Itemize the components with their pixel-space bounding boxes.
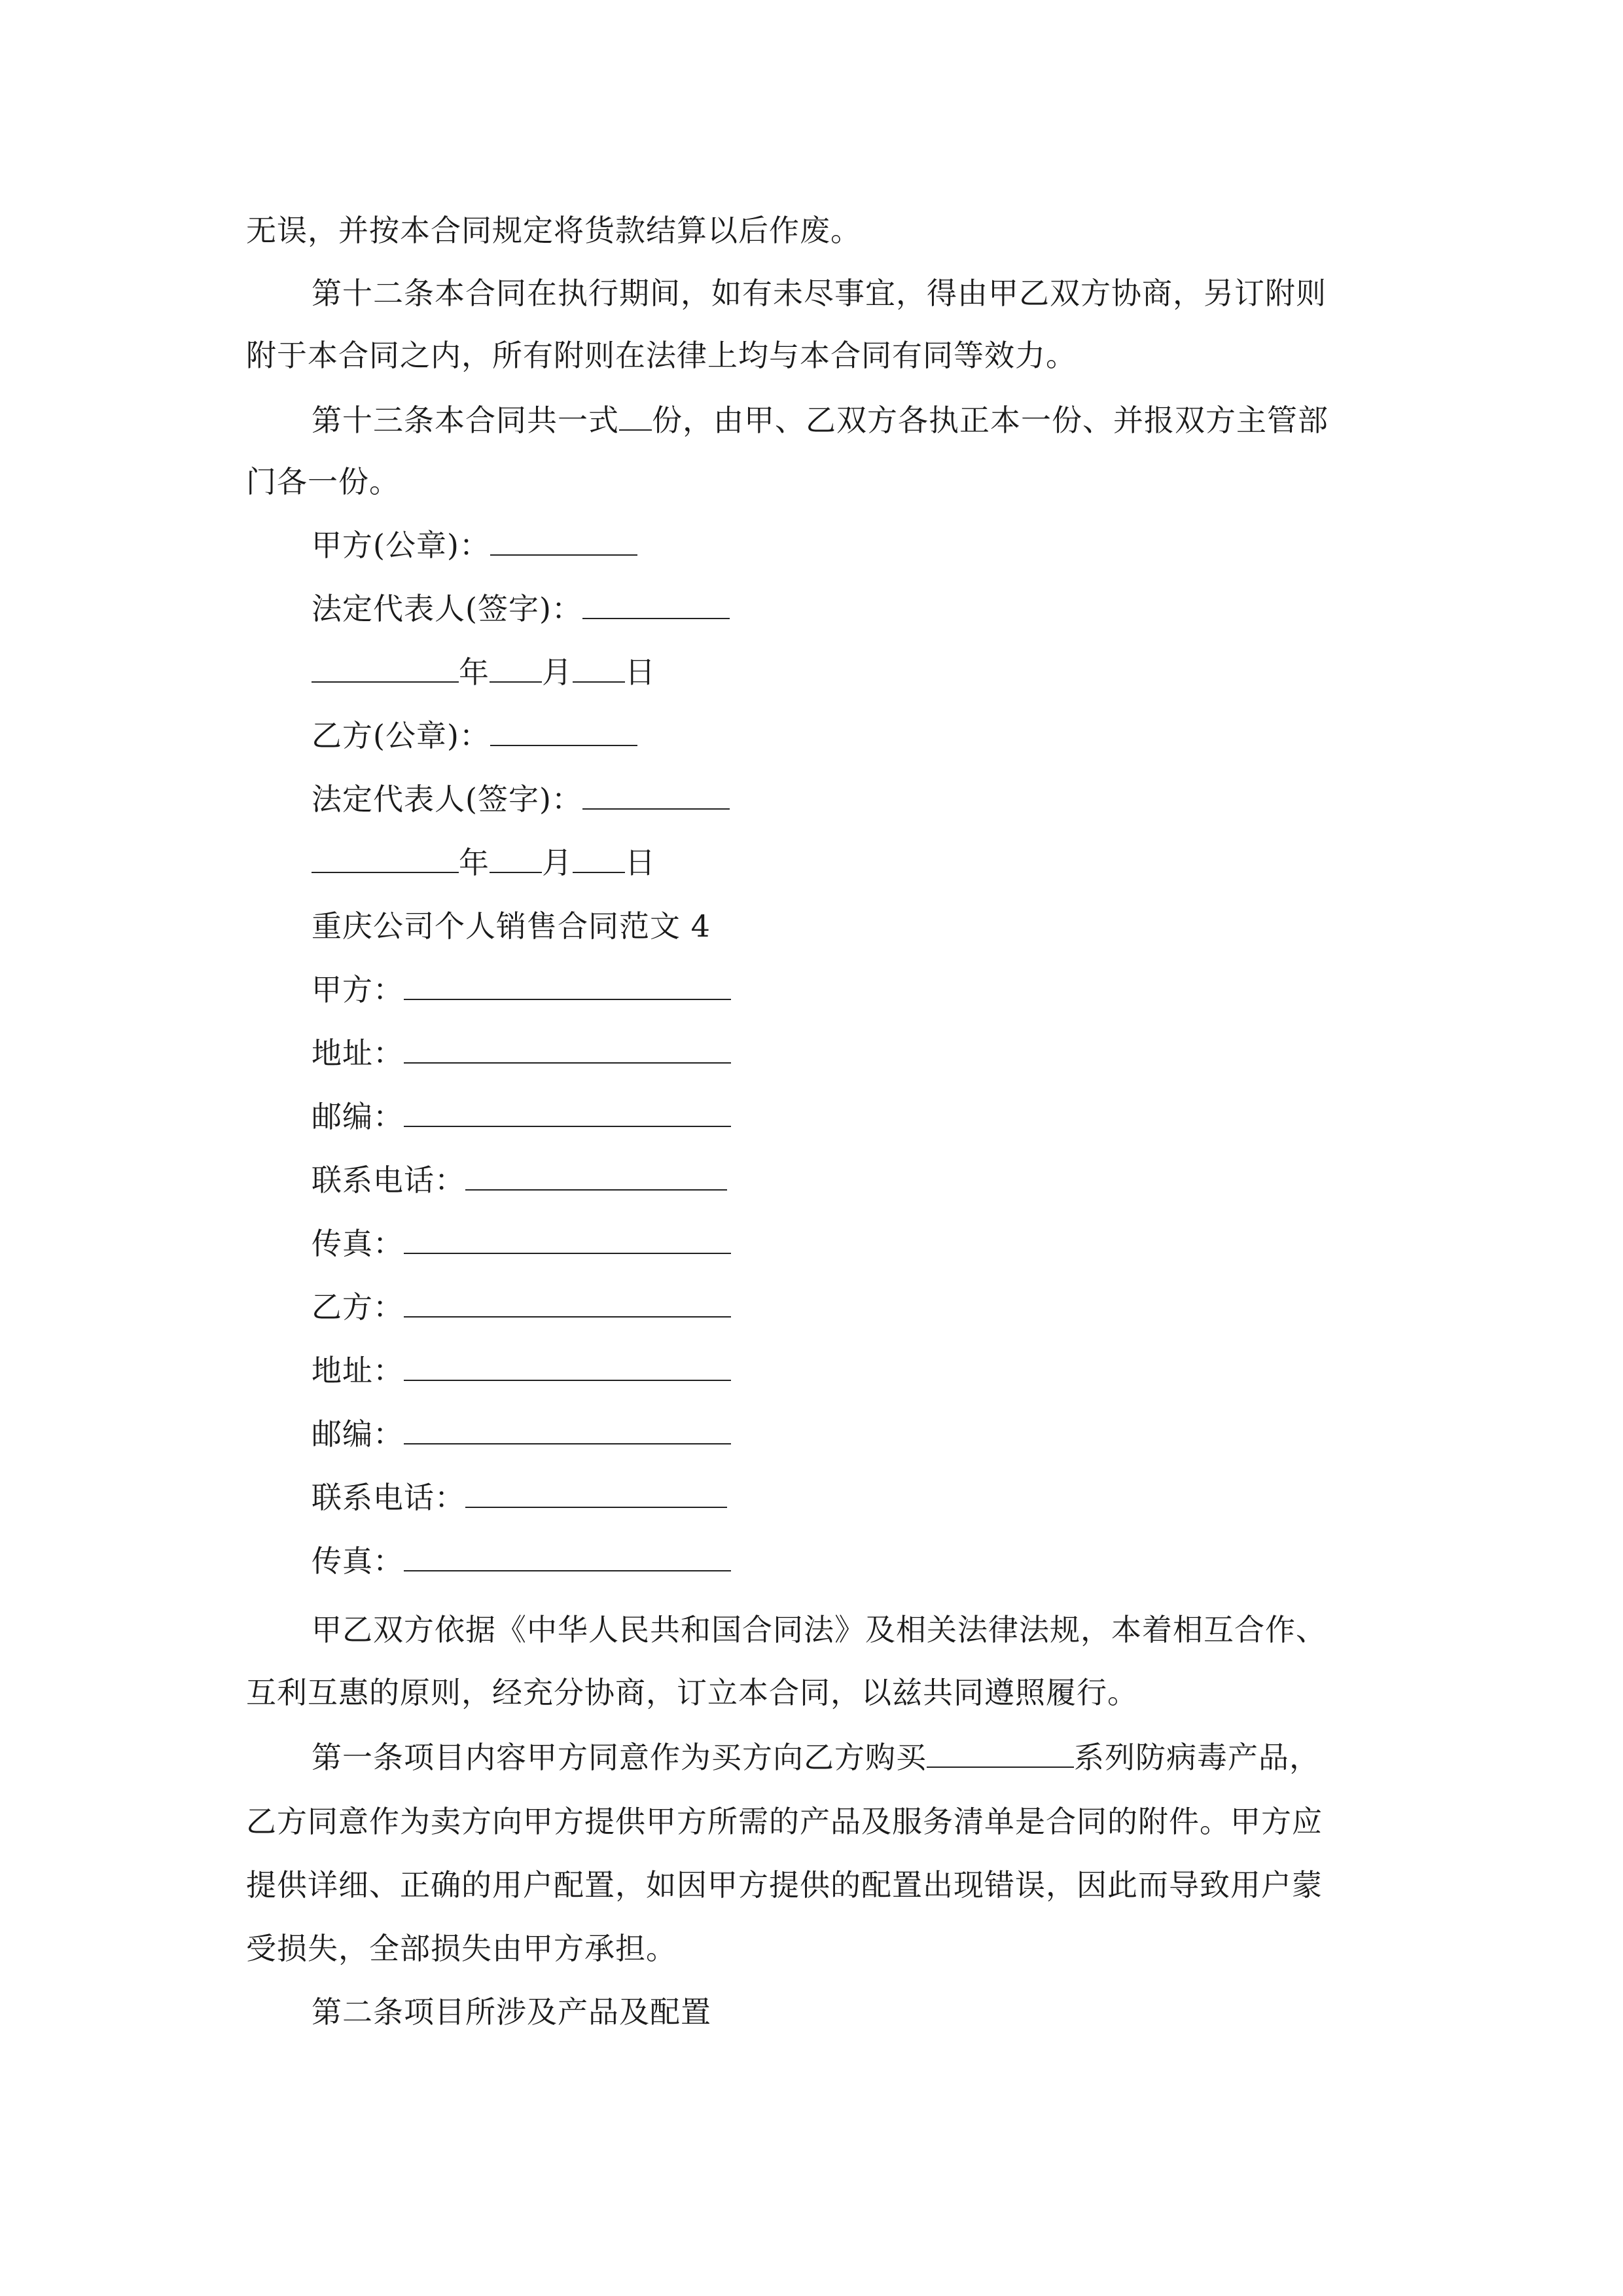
field-blank (404, 970, 731, 1000)
postcode-field (312, 1097, 731, 1136)
party-b-seal-line (312, 716, 637, 755)
text: 附于本合同之内，所有附则在法律上均与本合同有同等效力。 (246, 338, 1077, 373)
field-blank (404, 1287, 731, 1318)
label: 邮编： (312, 1416, 404, 1452)
field-blank (404, 1224, 731, 1254)
fax-field (312, 1224, 731, 1263)
field-blank (404, 1541, 731, 1571)
phone-field (312, 1478, 727, 1517)
paragraph-line (246, 462, 400, 501)
text: 日 (625, 655, 656, 690)
signature-blank (490, 716, 637, 746)
year-blank (312, 653, 459, 683)
text: 甲乙双方依据《中华人民共和国合同法》及相关法律法规，本着相互合作、 (312, 1612, 1327, 1647)
paragraph-line (246, 336, 1077, 375)
text: 月 (542, 655, 573, 690)
text: 第十二条本合同在执行期间，如有未尽事宜，得由甲乙双方协商，另订附则 (312, 276, 1327, 311)
text: 日 (625, 845, 656, 880)
day-blank (573, 653, 625, 683)
text: 乙方同意作为卖方向甲方提供甲方所需的产品及服务清单是合同的附件。甲方应 (246, 1804, 1323, 1839)
article-12-line (312, 274, 1327, 313)
text: 月 (542, 845, 573, 880)
product-blank (927, 1738, 1074, 1768)
party-a-field (312, 970, 731, 1009)
text: 第十三条本合同共一式 (312, 403, 619, 438)
signature-blank (582, 589, 730, 619)
signature-blank (490, 526, 637, 556)
text: 系列防病毒产品， (1074, 1740, 1320, 1775)
party-a-date-line (312, 653, 656, 692)
label: 邮编： (312, 1099, 404, 1134)
label: 乙方(公章)： (312, 718, 490, 753)
party-b-field (312, 1287, 731, 1327)
field-blank (404, 1414, 731, 1444)
label: 乙方： (312, 1289, 404, 1325)
text: 份，由甲、乙双方各执正本一份、并报双方主管部 (652, 403, 1329, 438)
label: 法定代表人(签字)： (312, 591, 582, 626)
field-blank (465, 1160, 727, 1191)
text: 年 (459, 845, 490, 880)
party-b-rep-line (312, 780, 730, 819)
party-a-rep-line (312, 589, 730, 628)
paragraph-line (246, 211, 861, 250)
label: 法定代表人(签字)： (312, 781, 582, 817)
address-field (312, 1351, 731, 1390)
label: 联系电话： (312, 1480, 465, 1515)
label: 传真： (312, 1226, 404, 1261)
address-field (312, 1033, 731, 1073)
section-title (312, 906, 711, 946)
paragraph-line (246, 1929, 677, 1968)
field-blank (404, 1351, 731, 1381)
text: 重庆公司个人销售合同范文 4 (312, 908, 711, 944)
paragraph-line (246, 1673, 1138, 1712)
field-blank (465, 1478, 727, 1508)
label: 甲方： (312, 972, 404, 1007)
party-b-date-line (312, 843, 656, 882)
text: 门各一份。 (246, 464, 400, 499)
party-a-seal-line (312, 526, 637, 565)
article-13-line (312, 401, 1329, 440)
text: 受损失，全部损失由甲方承担。 (246, 1931, 677, 1966)
text: 年 (459, 655, 490, 690)
text: 第二条项目所涉及产品及配置 (312, 1994, 711, 2030)
label: 联系电话： (312, 1162, 465, 1198)
phone-field (312, 1160, 727, 1200)
label: 甲方(公章)： (312, 528, 490, 563)
signature-blank (582, 780, 730, 810)
text: 互利互惠的原则，经充分协商，订立本合同，以兹共同遵照履行。 (246, 1675, 1138, 1710)
preamble-line (312, 1610, 1327, 1649)
month-blank (490, 843, 542, 873)
text: 无误，并按本合同规定将货款结算以后作废。 (246, 213, 861, 248)
text: 第一条项目内容甲方同意作为买方向乙方购买 (312, 1740, 927, 1775)
year-blank (312, 843, 459, 873)
postcode-field (312, 1414, 731, 1454)
field-blank (404, 1097, 731, 1127)
paragraph-line (246, 1802, 1323, 1841)
copies-blank (619, 401, 652, 431)
day-blank (573, 843, 625, 873)
paragraph-line (246, 1865, 1323, 1905)
article-2-line (312, 1992, 711, 2032)
fax-field (312, 1541, 731, 1581)
text: 提供详细、正确的用户配置，如因甲方提供的配置出现错误，因此而导致用户蒙 (246, 1867, 1323, 1903)
label: 传真： (312, 1543, 404, 1579)
month-blank (490, 653, 542, 683)
label: 地址： (312, 1353, 404, 1388)
article-1-line (312, 1738, 1320, 1777)
field-blank (404, 1033, 731, 1064)
label: 地址： (312, 1035, 404, 1071)
